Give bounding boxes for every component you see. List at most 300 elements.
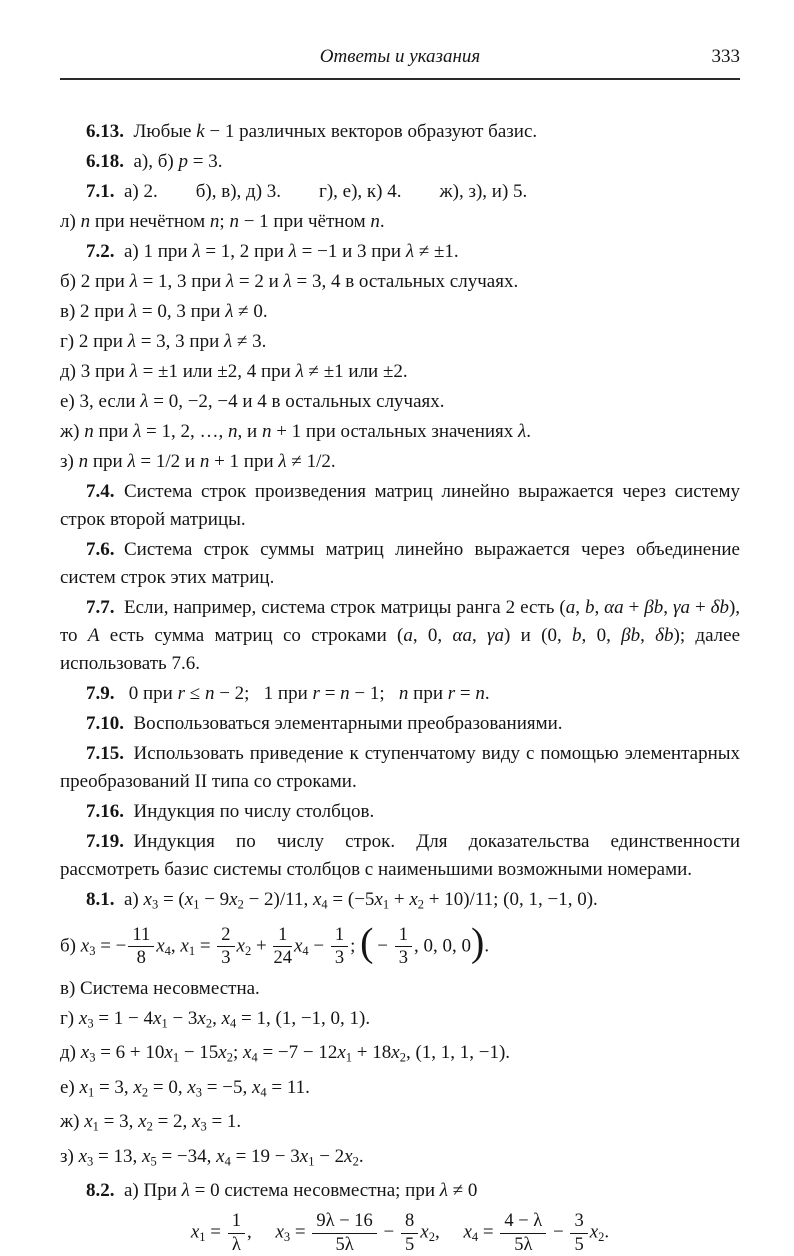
text-run: 0 при (114, 683, 178, 704)
subscript: 4 (224, 1154, 231, 1169)
text-run: . (358, 1145, 364, 1167)
text-run: = 1, (1, −1, 0, 1). (236, 1007, 371, 1029)
text-run: а) 1 при (114, 241, 193, 262)
subscript: 3 (89, 1050, 96, 1065)
text-run: з) (60, 1145, 79, 1167)
subscript: 3 (195, 1085, 203, 1100)
text-run: , (212, 1007, 222, 1029)
text-run: ); далее использовать 7.6. (60, 625, 741, 674)
fraction: $\frac{8}{5}$ (401, 1211, 418, 1255)
math-var: n (209, 211, 220, 232)
fraction: $\frac{1}{3}$ (395, 925, 412, 969)
subscript: 1 (199, 1230, 206, 1245)
math-var: n (475, 683, 485, 704)
text-run: + (623, 597, 645, 618)
math-var: λ (127, 451, 136, 472)
text-run: = 1/2 и (135, 451, 200, 472)
text-run: Любые (124, 121, 197, 142)
text-run: − 1; (349, 683, 399, 704)
text-line (60, 298, 740, 326)
text-line (60, 1108, 740, 1141)
math-var: δb (655, 625, 674, 646)
math-var: x (80, 935, 90, 957)
problem-number: 7.10. (86, 713, 124, 734)
math-var: k (196, 121, 205, 142)
math-var: x (180, 935, 189, 957)
math-var: x (391, 1042, 400, 1064)
text-run: = 11. (266, 1076, 310, 1098)
text-line (60, 358, 740, 386)
subscript: 1 (87, 1085, 95, 1100)
text-line (60, 1143, 740, 1176)
math-var: x (337, 1042, 346, 1064)
subscript: 4 (230, 1016, 237, 1031)
math-var: γa (487, 625, 505, 646)
math-var: n (84, 421, 94, 442)
math-var: n (229, 211, 239, 232)
text-run: = 13, (93, 1145, 142, 1167)
text-line (60, 886, 740, 919)
problem-number: 7.7. (86, 597, 115, 618)
problem-number: 6.18. (86, 151, 124, 172)
math-var: n (80, 211, 91, 232)
math-var: λ (140, 391, 149, 412)
subscript: 1 (92, 1119, 99, 1134)
text-run: = 1, 3 при (137, 271, 226, 292)
text-run: . (379, 211, 385, 232)
text-line (60, 208, 740, 236)
subscript: 2 (352, 1154, 359, 1169)
text-line (60, 328, 740, 356)
math-var: λ (225, 301, 234, 322)
fraction: $\frac{9\lambda - 16}{5\lambda}$ (312, 1211, 376, 1255)
text-run: , (663, 597, 673, 618)
text-line (60, 919, 740, 969)
math-var: x (229, 889, 238, 910)
text-run: = 0, −2, −4 и 4 в остальных случаях. (148, 391, 445, 412)
text-run: = 6 + 10 (95, 1042, 165, 1064)
text-run: + 1 при остальных значениях (271, 421, 519, 442)
math-var: x (221, 1007, 231, 1029)
math-var: x (79, 1076, 88, 1098)
subscript: 3 (151, 897, 159, 912)
math-var: x (463, 1222, 472, 1244)
text-run: = (319, 683, 341, 704)
math-var: x (216, 1145, 225, 1167)
math-var: x (190, 1222, 200, 1244)
fraction: $\frac{2}{3}$ (217, 925, 234, 969)
text-line (60, 1211, 740, 1255)
text-run: + 1 при (209, 451, 279, 472)
text-run: ≠ 0 (447, 1180, 478, 1202)
text-run: , (246, 1222, 276, 1244)
text-run: = 3, 4 в остальных случаях. (291, 271, 519, 292)
text-run: Индукция по числу столбцов. (124, 801, 375, 822)
text-run: Использовать приведение к ступенчатому виду с помощью элементарных преобразований II типа со строками. (60, 743, 740, 792)
subscript: 4 (251, 1050, 258, 1065)
math-var: x (142, 1145, 151, 1167)
text-run: , 0, 0, 0 (414, 935, 471, 957)
text-line (60, 238, 740, 266)
math-var: λ (128, 301, 138, 322)
text-run: = 3, 3 при (135, 331, 225, 352)
text-run: при (88, 451, 128, 472)
problem-number: 7.15. (86, 743, 124, 764)
header-rule (60, 78, 740, 80)
subscript: 2 (237, 897, 244, 912)
math-var: n (261, 421, 272, 442)
math-var: a (403, 625, 413, 646)
text-run: − 3 (167, 1007, 198, 1029)
math-var: x (293, 935, 303, 957)
text-run: ≠ ±1 или ±2. (303, 361, 408, 382)
math-var: x (374, 889, 383, 910)
text-run: ≠ 0. (233, 301, 268, 322)
text-run: е) 3, если (60, 391, 141, 412)
math-var: x (243, 1042, 252, 1064)
math-var: βb (621, 625, 641, 646)
text-run: + (251, 935, 272, 957)
text-run: = 19 − 3 (230, 1145, 300, 1167)
text-run: Воспользоваться элементарными преобразованиями. (124, 713, 563, 734)
math-var: λ (224, 331, 233, 352)
math-var: x (192, 1111, 201, 1133)
math-var: p (178, 151, 189, 172)
text-run: + (689, 597, 711, 618)
math-var: λ (127, 331, 136, 352)
subscript: 1 (188, 943, 196, 958)
problem-number: 7.6. (86, 539, 115, 560)
text-run: , (434, 1222, 464, 1244)
subscript: 2 (399, 1050, 406, 1065)
text-run: = (455, 683, 476, 704)
text-run: = 2 и (234, 271, 284, 292)
text-run: а) 2. б), в), д) 3. г), е), к) 4. ж), з), и) 5. (114, 181, 528, 202)
subscript: 2 (244, 943, 252, 958)
text-run: б) 2 при (60, 271, 130, 292)
math-var: λ (192, 241, 201, 262)
math-var: n (228, 421, 238, 442)
text-run: . (484, 683, 490, 704)
text-run: , (640, 625, 656, 646)
math-var: a (565, 597, 576, 618)
text-line (60, 798, 740, 826)
math-var: r (447, 683, 456, 704)
math-var: b (584, 597, 595, 618)
text-line (60, 975, 740, 1003)
subscript: 2 (146, 1119, 153, 1134)
text-line (60, 594, 740, 678)
math-var: n (204, 683, 215, 704)
text-run: . (526, 421, 532, 442)
text-run: а) При (114, 1180, 182, 1202)
math-var: x (409, 889, 418, 910)
text-line (60, 828, 740, 884)
text-run: , 0, (412, 625, 453, 646)
text-line (60, 1074, 740, 1107)
math-var: x (184, 889, 194, 910)
text-run: = 1 − 4 (93, 1007, 153, 1029)
text-run: = 2, (152, 1111, 193, 1133)
text-line (60, 536, 740, 592)
text-run: Индукция по числу строк. Для доказательства единственности рассмотреть базис системы столбцов с наименьшими возможными номерами. (60, 831, 740, 880)
text-run: = 1, 2, …, (141, 421, 229, 442)
math-var: λ (225, 271, 235, 292)
math-var: λ (129, 271, 138, 292)
subscript: 3 (200, 1119, 207, 1134)
text-line (60, 268, 740, 296)
subscript: 1 (161, 1016, 168, 1031)
text-run: при (93, 421, 134, 442)
text-line (60, 388, 740, 416)
math-var: x (156, 935, 165, 957)
big-paren: ) (471, 919, 485, 965)
problem-number: 7.4. (86, 481, 115, 502)
math-var: λ (295, 361, 304, 382)
text-line (60, 148, 740, 176)
text-run: − 2)/11, (243, 889, 313, 910)
subscript: 4 (302, 943, 309, 958)
text-run: = 1, 2 при (200, 241, 289, 262)
big-paren: ( (360, 919, 374, 965)
math-var: x (420, 1222, 429, 1244)
text-run: ), то (60, 597, 741, 646)
problem-number: 8.2. (86, 1180, 115, 1202)
math-var: x (187, 1076, 196, 1098)
math-var: x (164, 1042, 173, 1064)
fraction: $\frac{1}{\lambda}$ (228, 1211, 245, 1255)
text-run: д) 3 при (60, 361, 130, 382)
text-run: + (389, 889, 410, 910)
math-var: αa (604, 597, 624, 618)
math-var: λ (518, 421, 527, 442)
math-var: x (80, 1042, 90, 1064)
math-var: x (589, 1222, 599, 1244)
text-line (60, 740, 740, 796)
subscript: 2 (428, 1230, 435, 1245)
text-line (60, 418, 740, 446)
text-run: г) 2 при (60, 331, 128, 352)
math-var: x (218, 1042, 227, 1064)
text-run: = 3, (98, 1111, 139, 1133)
text-run: , (471, 625, 488, 646)
text-run: , (594, 597, 605, 618)
subscript: 2 (226, 1050, 233, 1065)
math-var: γa (672, 597, 690, 618)
subscript: 2 (598, 1230, 605, 1245)
math-var: λ (288, 241, 297, 262)
subscript: 4 (260, 1085, 267, 1100)
text-run: − (373, 935, 393, 957)
math-var: n (78, 451, 89, 472)
text-run: Система строк произведения матриц линейно выражается через систему строк второй матрицы. (60, 481, 740, 530)
problem-number: 8.1. (86, 889, 115, 910)
text-run: . (484, 935, 490, 957)
text-run: = 0, 3 при (137, 301, 226, 322)
text-run: д) (60, 1042, 81, 1064)
text-run: а), б) (124, 151, 179, 172)
text-run: при (408, 683, 448, 704)
math-var: x (138, 1111, 147, 1133)
math-var: r (312, 683, 320, 704)
text-run: = 3. (188, 151, 223, 172)
text-run: = (290, 1222, 311, 1244)
problem-number: 7.19. (86, 831, 124, 852)
text-run: = (478, 1222, 499, 1244)
subscript: 1 (193, 897, 200, 912)
math-var: λ (278, 451, 287, 472)
fraction: $\frac{1}{24}$ (273, 924, 292, 969)
text-line (60, 1039, 740, 1072)
text-run: = −1 и 3 при (296, 241, 406, 262)
math-var: x (236, 935, 245, 957)
text-line (60, 118, 740, 146)
text-run: + 18 (352, 1042, 392, 1064)
text-run: = (−5 (327, 889, 375, 910)
page-number: 333 (711, 46, 740, 67)
text-run: в) Система несовместна. (60, 977, 260, 999)
math-var: λ (439, 1180, 448, 1202)
math-var: x (275, 1222, 284, 1244)
text-line (60, 478, 740, 534)
text-run: , (575, 597, 585, 618)
text-run: − 9 (199, 889, 230, 910)
page-body (60, 118, 740, 1256)
text-run: ≠ 1/2. (286, 451, 336, 472)
math-var: n (199, 451, 210, 472)
text-run: − 2 (314, 1145, 345, 1167)
text-line (60, 178, 740, 206)
text-line (60, 448, 740, 476)
text-line (60, 710, 740, 738)
text-run: = 0, (148, 1076, 188, 1098)
text-run: , (170, 935, 181, 957)
math-var: n (370, 211, 380, 232)
problem-number: 7.2. (86, 241, 115, 262)
problem-number: 7.1. (86, 181, 115, 202)
text-run: − 1 при чётном (238, 211, 371, 232)
text-run: ≠ ±1. (414, 241, 459, 262)
math-var: βb (644, 597, 664, 618)
math-var: x (78, 1145, 88, 1167)
text-run: = 3, (94, 1076, 134, 1098)
fraction: $\frac{4 - \lambda}{5\lambda}$ (500, 1211, 546, 1255)
text-run: е) (60, 1076, 80, 1098)
text-run: , 0, (581, 625, 622, 646)
text-run: , (1, 1, 1, −1). (405, 1042, 511, 1064)
text-run: − (548, 1222, 569, 1244)
page-header (60, 46, 740, 74)
text-run: ; (350, 935, 361, 957)
text-line (60, 1005, 740, 1038)
subscript: 4 (321, 897, 328, 912)
text-run: = ( (158, 889, 185, 910)
text-run: − (308, 935, 329, 957)
math-var: x (344, 1145, 353, 1167)
text-run: − 1 различных векторов образуют базис. (204, 121, 538, 142)
text-line (60, 680, 740, 708)
fraction: $\frac{3}{5}$ (570, 1211, 587, 1255)
subscript: 1 (382, 897, 390, 912)
math-var: n (398, 683, 409, 704)
math-var: r (177, 683, 185, 704)
text-run: г) (60, 1007, 79, 1029)
subscript: 1 (308, 1154, 315, 1169)
math-var: αa (452, 625, 472, 646)
text-run: з) (60, 451, 79, 472)
text-run: − (378, 1222, 400, 1244)
math-var: x (299, 1145, 309, 1167)
text-run: = 0 система несовместна; при (189, 1180, 440, 1202)
math-var: x (143, 889, 152, 910)
text-run: = (205, 1222, 226, 1244)
text-run: ж) (60, 421, 85, 442)
text-run: Система строк суммы матриц линейно выражается через объединение систем строк этих матриц. (60, 539, 740, 588)
subscript: 1 (345, 1050, 353, 1065)
math-var: x (84, 1111, 93, 1133)
text-run: Если, например, система строк матрицы ранга 2 есть ( (114, 597, 566, 618)
text-run: ) и (0, (504, 625, 573, 646)
text-run: в) 2 при (60, 301, 129, 322)
text-run: = − (95, 935, 127, 957)
text-run: л) (60, 211, 81, 232)
text-run: − 15 (179, 1042, 219, 1064)
text-run: а) (114, 889, 144, 910)
subscript: 3 (283, 1230, 291, 1245)
text-run: ж) (60, 1111, 85, 1133)
math-var: x (251, 1076, 261, 1098)
math-var: λ (129, 361, 138, 382)
math-var: n (340, 683, 350, 704)
text-run: есть сумма матриц со строками ( (99, 625, 404, 646)
text-run: = −5, (202, 1076, 252, 1098)
math-var: λ (181, 1180, 190, 1202)
math-var: x (133, 1076, 142, 1098)
subscript: 2 (141, 1085, 149, 1100)
text-run: б) (60, 935, 81, 957)
text-run: , и (237, 421, 262, 442)
math-var: x (78, 1007, 88, 1029)
text-run: = 1. (206, 1111, 242, 1133)
text-run: − 2; 1 при (214, 683, 313, 704)
subscript: 3 (87, 1016, 94, 1031)
text-run: при нечётном (90, 211, 210, 232)
text-run: = −34, (156, 1145, 217, 1167)
math-var: x (312, 889, 322, 910)
text-run: = −7 − 12 (257, 1042, 338, 1064)
math-var: λ (283, 271, 292, 292)
text-run: ≠ 3. (232, 331, 267, 352)
running-title: Ответы и указания (319, 46, 481, 67)
text-run: = (195, 935, 216, 957)
text-run: ≤ (185, 683, 205, 704)
subscript: 3 (89, 943, 96, 958)
subscript: 4 (471, 1230, 479, 1245)
math-var: λ (405, 241, 415, 262)
subscript: 4 (164, 943, 171, 958)
problem-number: 7.16. (86, 801, 124, 822)
text-run: = ±1 или ±2, 4 при (137, 361, 296, 382)
subscript: 5 (150, 1154, 157, 1169)
text-run: + 10)/11; (0, 1, −1, 0). (424, 889, 598, 910)
math-var: x (153, 1007, 162, 1029)
fraction: $\frac{1}{3}$ (331, 925, 348, 969)
fraction: $\frac{11}{8}$ (128, 925, 154, 969)
math-var: δb (710, 597, 729, 618)
text-run: . (604, 1222, 610, 1244)
subscript: 2 (417, 897, 425, 912)
text-run: ; (232, 1042, 243, 1064)
